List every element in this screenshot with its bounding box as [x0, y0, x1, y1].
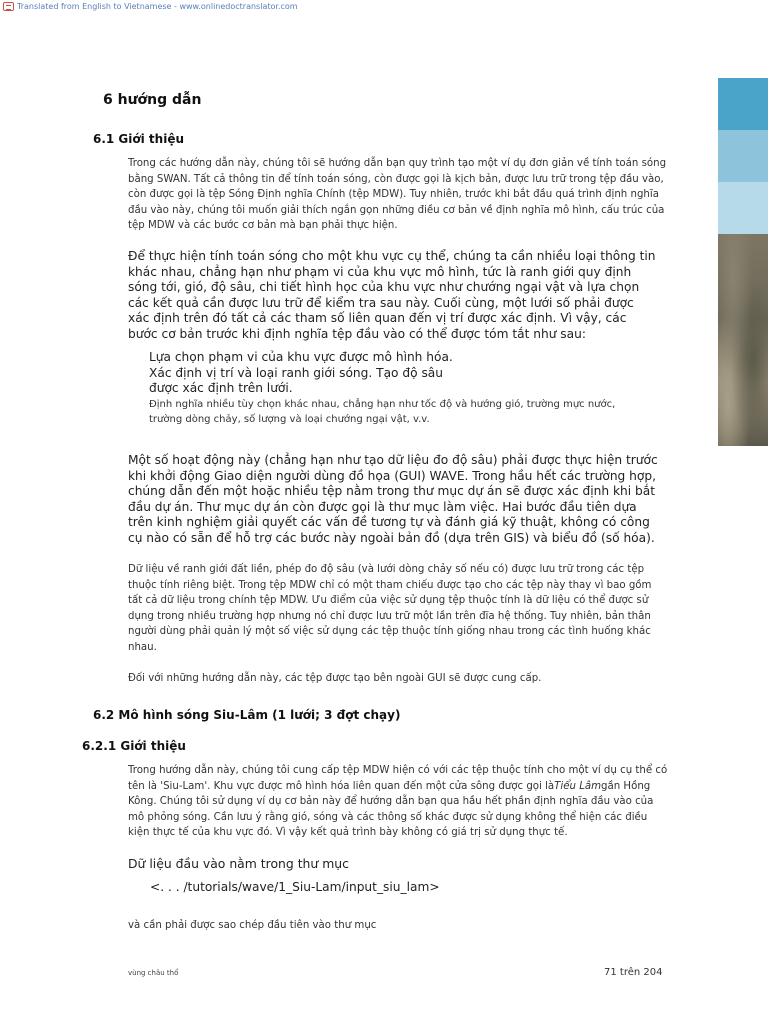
paragraph-intro: Trong các hướng dẫn này, chúng tôi sẽ hướng dẫn bạn quy trình tạo một ví dụ đơn giản về tính toán sóng bằng SWAN. Tất cả thông tin để tính toán sóng, còn được gọi là kịch bản, được lưu trữ trong tệp đầu vào, còn được gọi là tệp Sóng Định nghĩa Chính (tệp MDW). Tuy nhiên, trước khi bắt đầu quá trình định nghĩa đầu vào này, chúng tôi muốn giải thích ngắn gọn những điều cơ bản về định nghĩa mô hình, cấu trúc của tệp MDW và các bước cơ bản mà bạn phải thực hiện. — [128, 158, 667, 231]
paragraph-input-location: Dữ liệu đầu vào nằm trong thư mục — [128, 856, 349, 871]
page-number: 71 trên 204 — [604, 967, 663, 978]
paragraph-activities: Một số hoạt động này (chẳng hạn như tạo dữ liệu đo độ sâu) phải được thực hiện trước khi khởi động Giao diện người dùng đồ họa (GUI) WAVE. Trong hầu hết các trường hợp, chúng dẫn đến một hoặc nhiều tệp nằm trong thư mục dự án sẽ được xác định khi bắt đầu dự án. Thư mục dự án còn được gọi là thư mục làm việc. Hai bước đầu tiên dựa trên kinh nghiệm giải quyết các vấn đề tương tự và đánh giá kỹ thuật, không có công cụ nào có sẵn để hỗ trợ các bước này ngoài bản đồ (dựa trên GIS) và biểu đồ (số hóa). — [128, 453, 658, 545]
section-heading-6-1: 6.1 Giới thiệu — [93, 132, 185, 146]
aerial-landscape-image — [718, 234, 768, 446]
paragraph-siu-lam-part2: gần Hồng Kông. Chúng tôi sử dụng ví dụ cơ bản này để hướng dẫn bạn qua hầu hết phần định nghĩa đầu vào của mô phỏng sóng. Cần lưu ý rằng gió, sóng và các thông số khác được sử dụng không thể hiện các điều kiện thực tế của khu vực đó. Vì vậy kết quả trình bày không có giá trị sử dụng thực tế. — [128, 780, 654, 838]
chapter-heading: 6 hướng dẫn — [103, 92, 202, 108]
footer-left-label: vùng châu thổ — [128, 969, 179, 977]
list-item: Định nghĩa nhiều tùy chọn khác nhau, chẳng hạn như tốc độ và hướng gió, trường mực nước, trường dòng chảy, số lượng và loại chướng ngại vật, v.v. — [149, 398, 616, 426]
list-item: được xác định trên lưới. — [149, 381, 293, 396]
list-item: Lựa chọn phạm vi của khu vực được mô hình hóa. — [149, 350, 453, 364]
strip-block-dark-blue — [718, 78, 768, 130]
translation-banner[interactable] — [0, 0, 298, 12]
strip-block-mid-blue — [718, 130, 768, 182]
paragraph-copy-instruction: và cần phải được sao chép đầu tiên vào thư mục — [128, 920, 377, 931]
banner-text[interactable]: Translated from English to Vietnamese - www.onlinedoctranslator.com — [17, 1, 298, 11]
strip-block-light-blue — [718, 182, 768, 234]
section-heading-6-2-1: 6.2.1 Giới thiệu — [82, 739, 186, 753]
paragraph-attribute-files: Dữ liệu về ranh giới đất liền, phép đo độ sâu (và lưới dòng chảy số nếu có) được lưu trữ trong các tệp thuộc tính riêng biệt. Trong tệp MDW chỉ có một tham chiếu được tạo cho các tệp này thay vì bao gồm tất cả dữ liệu trong chính tệp MDW. Ưu điểm của việc sử dụng tệp thuộc tính là dữ liệu có thể được sử dụng trong nhiều trường hợp nhưng nó chỉ được lưu trữ một lần trên đĩa hệ thống. Tuy nhiên, bản thân người dùng phải quản lý một số việc sử dụng các tệp thuộc tính giống nhau trong các tình huống khác nhau. — [128, 564, 652, 653]
translator-logo-icon — [3, 2, 14, 11]
input-directory-path: <. . . /tutorials/wave/1_Siu-Lam/input_siu_lam> — [150, 880, 440, 894]
place-name-italic: Tiểu Lâm — [554, 780, 602, 792]
paragraph-requirements: Để thực hiện tính toán sóng cho một khu vực cụ thể, chúng ta cần nhiều loại thông tin khác nhau, chẳng hạn như phạm vi của khu vực mô hình, tức là ranh giới quy định sóng tới, gió, độ sâu, chi tiết hình học của khu vực như chướng ngại vật và lựa chọn các kết quả cần được lưu trữ để kiểm tra sau này. Cuối cùng, một lưới số phải được xác định trên đó tất cả các tham số liên quan đến vị trí được xác định. Vì vậy, các bước cơ bản trước khi định nghĩa tệp đầu vào có thể được tóm tắt như sau: — [128, 249, 656, 341]
paragraph-siu-lam — [128, 763, 668, 841]
paragraph-provided-files: Đối với những hướng dẫn này, các tệp được tạo bên ngoài GUI sẽ được cung cấp. — [128, 673, 542, 684]
steps-list — [149, 350, 649, 428]
list-item: Xác định vị trí và loại ranh giới sóng. Tạo độ sâu — [149, 365, 443, 380]
paragraph-siu-lam-part1: Trong hướng dẫn này, chúng tôi cung cấp tệp MDW hiện có với các tệp thuộc tính cho một ví dụ cụ thể có tên là 'Siu-Lam'. Khu vực được mô hình hóa liên quan đến một cửa sông được gọi là — [128, 765, 668, 792]
section-heading-6-2: 6.2 Mô hình sóng Siu-Lâm (1 lưới; 3 đợt chạy) — [93, 708, 401, 722]
decorative-side-strip — [718, 78, 768, 446]
